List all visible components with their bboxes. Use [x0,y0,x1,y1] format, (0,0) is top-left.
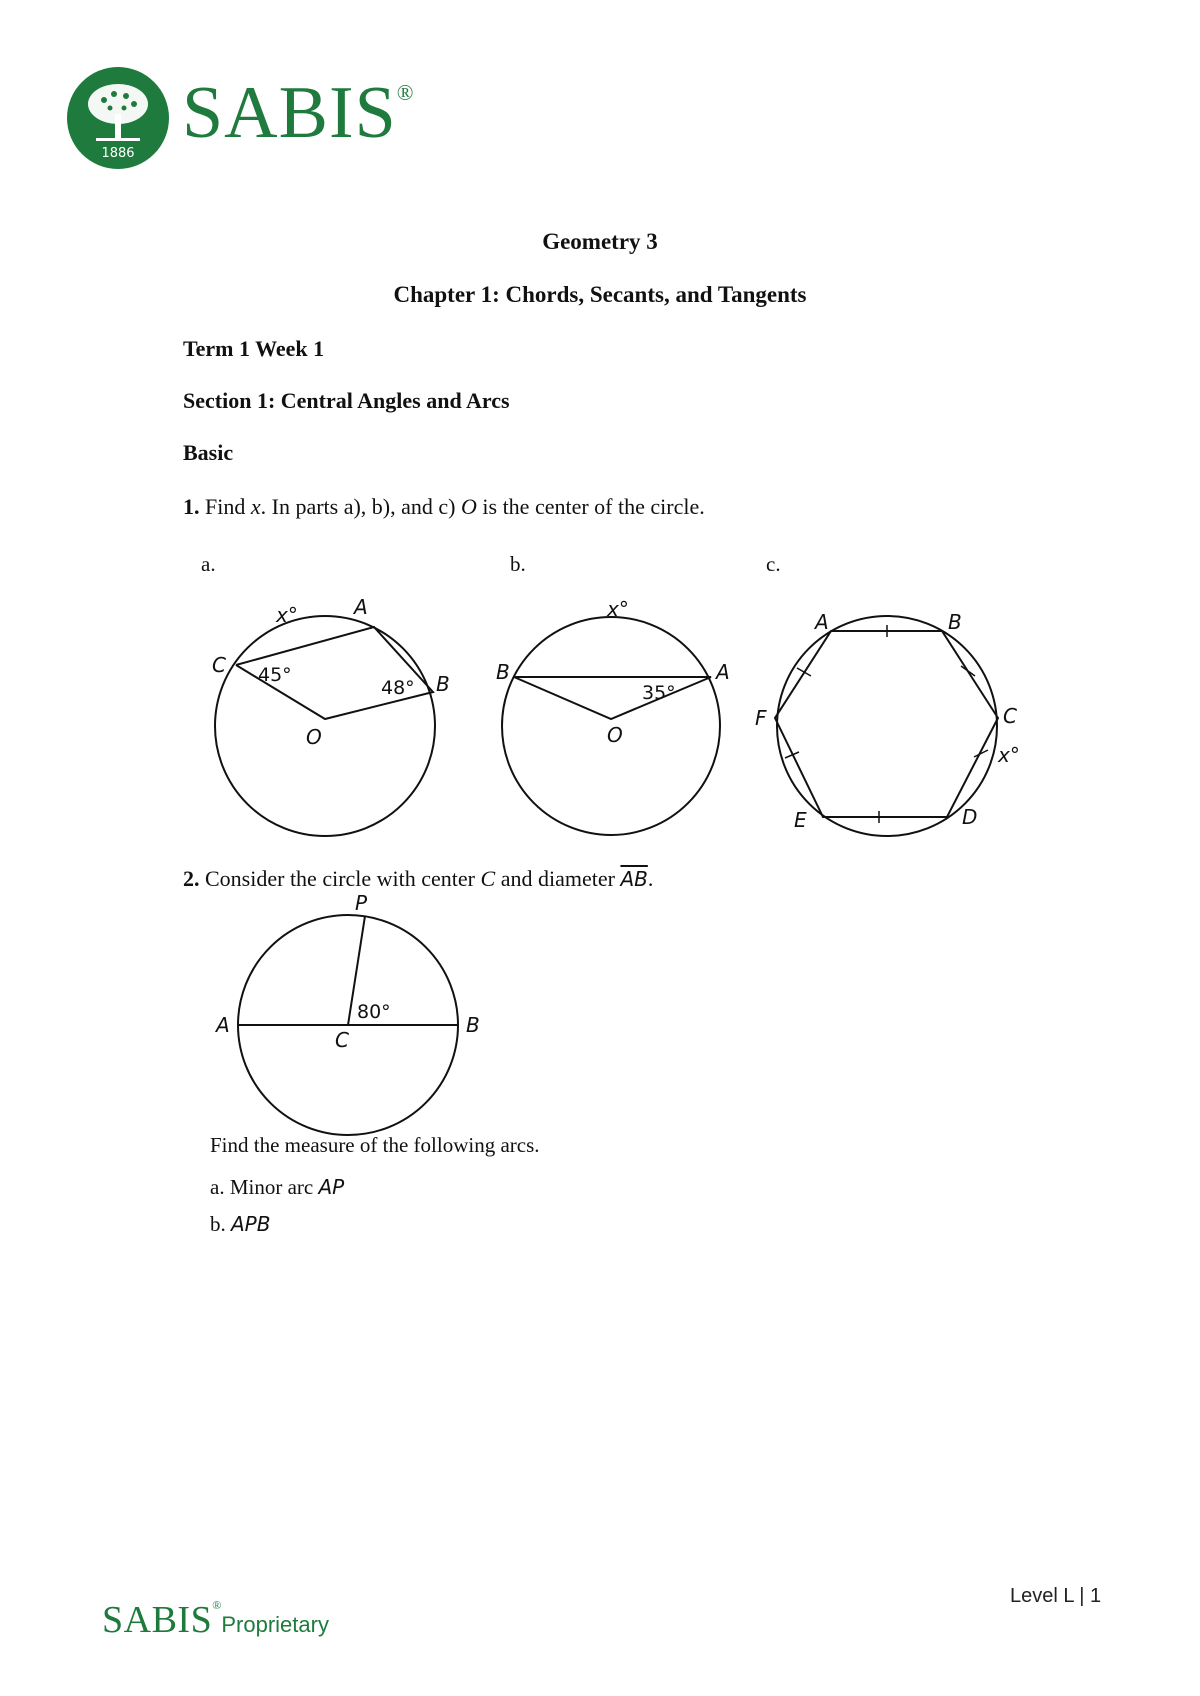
fig-c-point-c: C [1003,704,1017,728]
fig-c-point-a: A [815,610,829,634]
circle-c [777,616,997,836]
fig-b-point-o: O [607,723,623,747]
q2-part-b [210,1212,270,1237]
registered-mark: ® [396,80,415,105]
footer-logo [102,1598,329,1642]
circle-a [215,616,435,836]
part-label-a: a. [201,552,216,576]
figure-q2 [238,915,458,1135]
q1-variable-o: O [461,494,477,519]
fig-a-point-a: A [354,595,368,619]
fig-c-point-e: E [794,808,807,832]
diameter-ab-label: $\overline{AB}$ [620,867,648,891]
fig-c-point-d: D [962,805,978,829]
section-heading: Section 1: Central Angles and Arcs [183,388,510,413]
fig-b-point-a: A [716,660,730,684]
fig-c-point-f: F [755,706,767,730]
fig-c-point-b: B [948,610,962,634]
tick-mark [961,666,975,676]
part-label-c: c. [766,552,781,576]
question-number: 2. [183,866,200,891]
page-number: Level L | 1 [1010,1585,1102,1607]
question-2 [183,866,653,892]
figure-a [215,616,435,836]
figure-c [775,616,998,836]
q2-arc-ap: AP [318,1175,345,1199]
q1-text: Find [205,494,251,519]
q2-text: Consider the circle with center [205,866,481,891]
question-number: 1. [183,494,200,519]
fig-b-angle-35: 35° [642,682,676,704]
footer-proprietary: Proprietary [221,1612,329,1637]
fig-c-arc-x: x° [998,743,1020,767]
hexagon-abcdef [775,631,998,817]
level-heading: Basic [183,440,234,465]
q2-instruction: Find the measure of the following arcs. [210,1133,540,1157]
q1-text: is the center of the circle. [476,494,705,519]
term-heading: Term 1 Week 1 [183,336,325,361]
q2-part-a-label: a. Minor arc [210,1175,314,1199]
fig-a-point-b: B [436,672,450,696]
q2-text: and diameter [495,866,621,891]
seal-year: 1886 [101,146,135,161]
q2-arc-apb: APB [231,1212,271,1236]
fig-a-arc-x: x° [276,603,298,627]
q2-part-b-label: b. [210,1212,226,1236]
q2-text: . [647,866,654,891]
triangle-bao [514,677,711,719]
fig-a-angle-48: 48° [381,677,415,699]
tick-mark [797,668,811,676]
q2-angle-80: 80° [357,1001,391,1023]
fig-a-angle-45: 45° [258,664,292,686]
footer-wordmark: SABIS [102,1599,213,1641]
q2-part-a [210,1175,344,1200]
q1-text: . In parts a), b), and c) [260,494,461,519]
chapter-title: Chapter 1: Chords, Secants, and Tangents [393,282,807,307]
fig-b-point-b: B [496,660,510,684]
q2-point-p: P [355,891,368,915]
fig-b-arc-x: x° [607,597,629,621]
footer-registered-mark: ® [212,1598,222,1612]
q2-point-c: C [335,1028,349,1052]
q2-point-a: A [216,1013,230,1037]
fig-a-point-o: O [306,725,322,749]
q2-point-b: B [466,1013,480,1037]
q1-variable-x: x [250,494,261,519]
part-label-b: b. [510,552,526,576]
fig-a-point-c: C [212,653,226,677]
course-title: Geometry 3 [542,229,658,254]
logo-text: SABIS [182,72,397,154]
q2-variable-c: C [480,866,496,891]
